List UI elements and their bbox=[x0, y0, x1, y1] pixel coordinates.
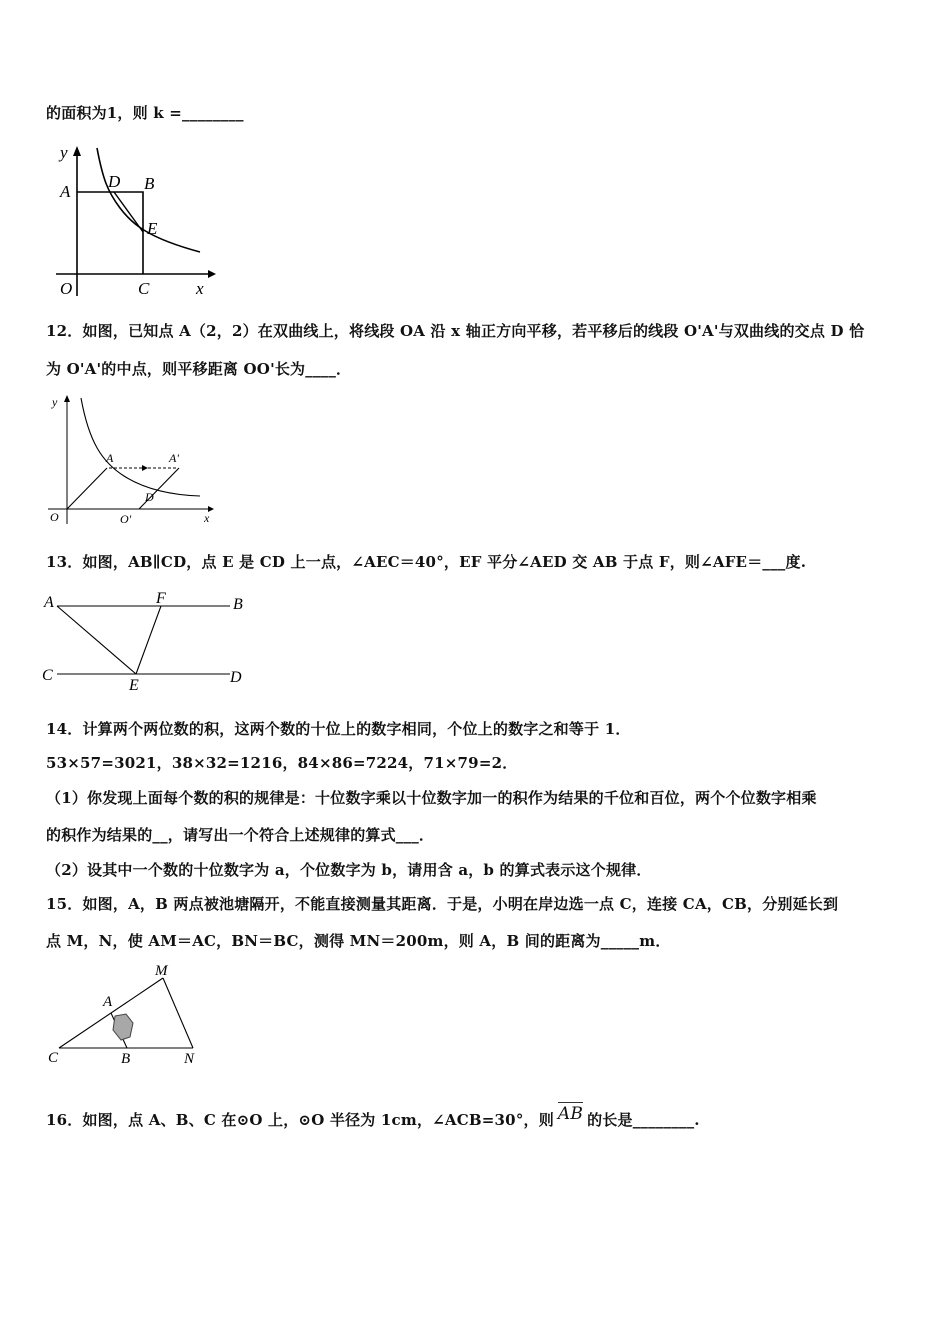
label-x: x bbox=[204, 511, 210, 525]
label-A: A bbox=[103, 994, 113, 1010]
arc-AB-symbol: AB bbox=[557, 1104, 584, 1124]
label-A: A bbox=[106, 451, 114, 465]
hyperbola bbox=[81, 398, 200, 496]
q14-line-5: （2）设其中一个数的十位数字为 a，个位数字为 b，请用含 a，b 的算式表示这个规律． bbox=[46, 861, 652, 879]
q12-line-2: 为 O'A'的中点，则平移距离 OO'长为____． bbox=[46, 360, 352, 378]
label-y: y bbox=[60, 143, 68, 162]
label-y: y bbox=[52, 395, 58, 409]
label-O: O bbox=[50, 510, 59, 524]
q16-prefix: 16．如图，点 A、B、C 在⊙O 上，⊙O 半径为 1cm，∠ACB=30°，则 bbox=[46, 1111, 554, 1129]
q13-line-1: 13．如图，AB∥CD，点 E 是 CD 上一点，∠AEC＝40°，EF 平分∠AED 交 AB 于点 F，则∠AFE＝___度. bbox=[46, 553, 807, 571]
label-B: B bbox=[121, 1051, 131, 1067]
q11-text: 的面积为1，则 k =________ bbox=[46, 104, 244, 122]
q14-line-4: 的积作为结果的__，请写出一个符合上述规律的算式___． bbox=[46, 826, 435, 844]
label-O: O bbox=[60, 279, 73, 298]
rectangle-ABC bbox=[77, 192, 143, 274]
q15-line-1: 15．如图，A，B 两点被池塘隔开，不能直接测量其距离．于是，小明在岸边选一点 C，连接 CA，CB，分别延长到 bbox=[46, 895, 839, 913]
segment-FE bbox=[136, 606, 161, 674]
label-C: C bbox=[42, 667, 53, 684]
q14-line-1: 14．计算两个两位数的积，这两个数的十位上的数字相同，个位上的数字之和等于 1． bbox=[46, 720, 631, 738]
segment-OA bbox=[67, 468, 107, 509]
label-C: C bbox=[48, 1050, 59, 1066]
q14-line-2: 53×57=3021，38×32=1216，84×86=7224，71×79=2． bbox=[46, 754, 518, 772]
label-F: F bbox=[156, 590, 166, 607]
q14-line-3: （1）你发现上面每个数的积的规律是：十位数字乘以十位数字加一的积作为结果的千位和百位，两个个位数字相乘 bbox=[46, 789, 817, 807]
q13-figure bbox=[40, 588, 260, 694]
label-E: E bbox=[147, 219, 158, 238]
label-O-prime: O' bbox=[120, 512, 132, 526]
label-A: A bbox=[44, 594, 54, 611]
q12-figure bbox=[44, 392, 224, 528]
y-arrow bbox=[64, 395, 70, 402]
q15-line-2: 点 M，N，使 AM＝AC，BN＝BC，测得 MN＝200m，则 A，B 间的距离为_____m． bbox=[46, 932, 671, 950]
label-x: x bbox=[196, 279, 204, 298]
label-B: B bbox=[233, 596, 243, 613]
q15-figure bbox=[42, 960, 212, 1070]
q16-text bbox=[46, 1104, 700, 1130]
x-arrow bbox=[208, 270, 216, 278]
pond-shape bbox=[113, 1014, 133, 1040]
label-A-prime: A' bbox=[169, 451, 179, 465]
label-M: M bbox=[155, 963, 168, 979]
label-A: A bbox=[60, 182, 71, 201]
label-N: N bbox=[184, 1051, 195, 1067]
q16-suffix: 的长是________. bbox=[587, 1111, 700, 1129]
y-arrow bbox=[73, 146, 81, 156]
q12-line-1: 12．如图，已知点 A（2，2）在双曲线上，将线段 OA 沿 x 轴正方向平移，若平移后的线段 O'A'与双曲线的交点 D 恰 bbox=[46, 322, 865, 340]
label-D: D bbox=[145, 490, 154, 504]
segment-MN bbox=[163, 978, 193, 1048]
label-C: C bbox=[138, 279, 150, 298]
label-D: D bbox=[108, 172, 121, 191]
label-D: D bbox=[230, 669, 242, 686]
translation-arrowhead bbox=[142, 465, 148, 471]
segment-AE bbox=[57, 606, 136, 674]
label-B: B bbox=[144, 174, 155, 193]
q11-figure bbox=[40, 140, 220, 300]
label-E: E bbox=[129, 677, 139, 694]
